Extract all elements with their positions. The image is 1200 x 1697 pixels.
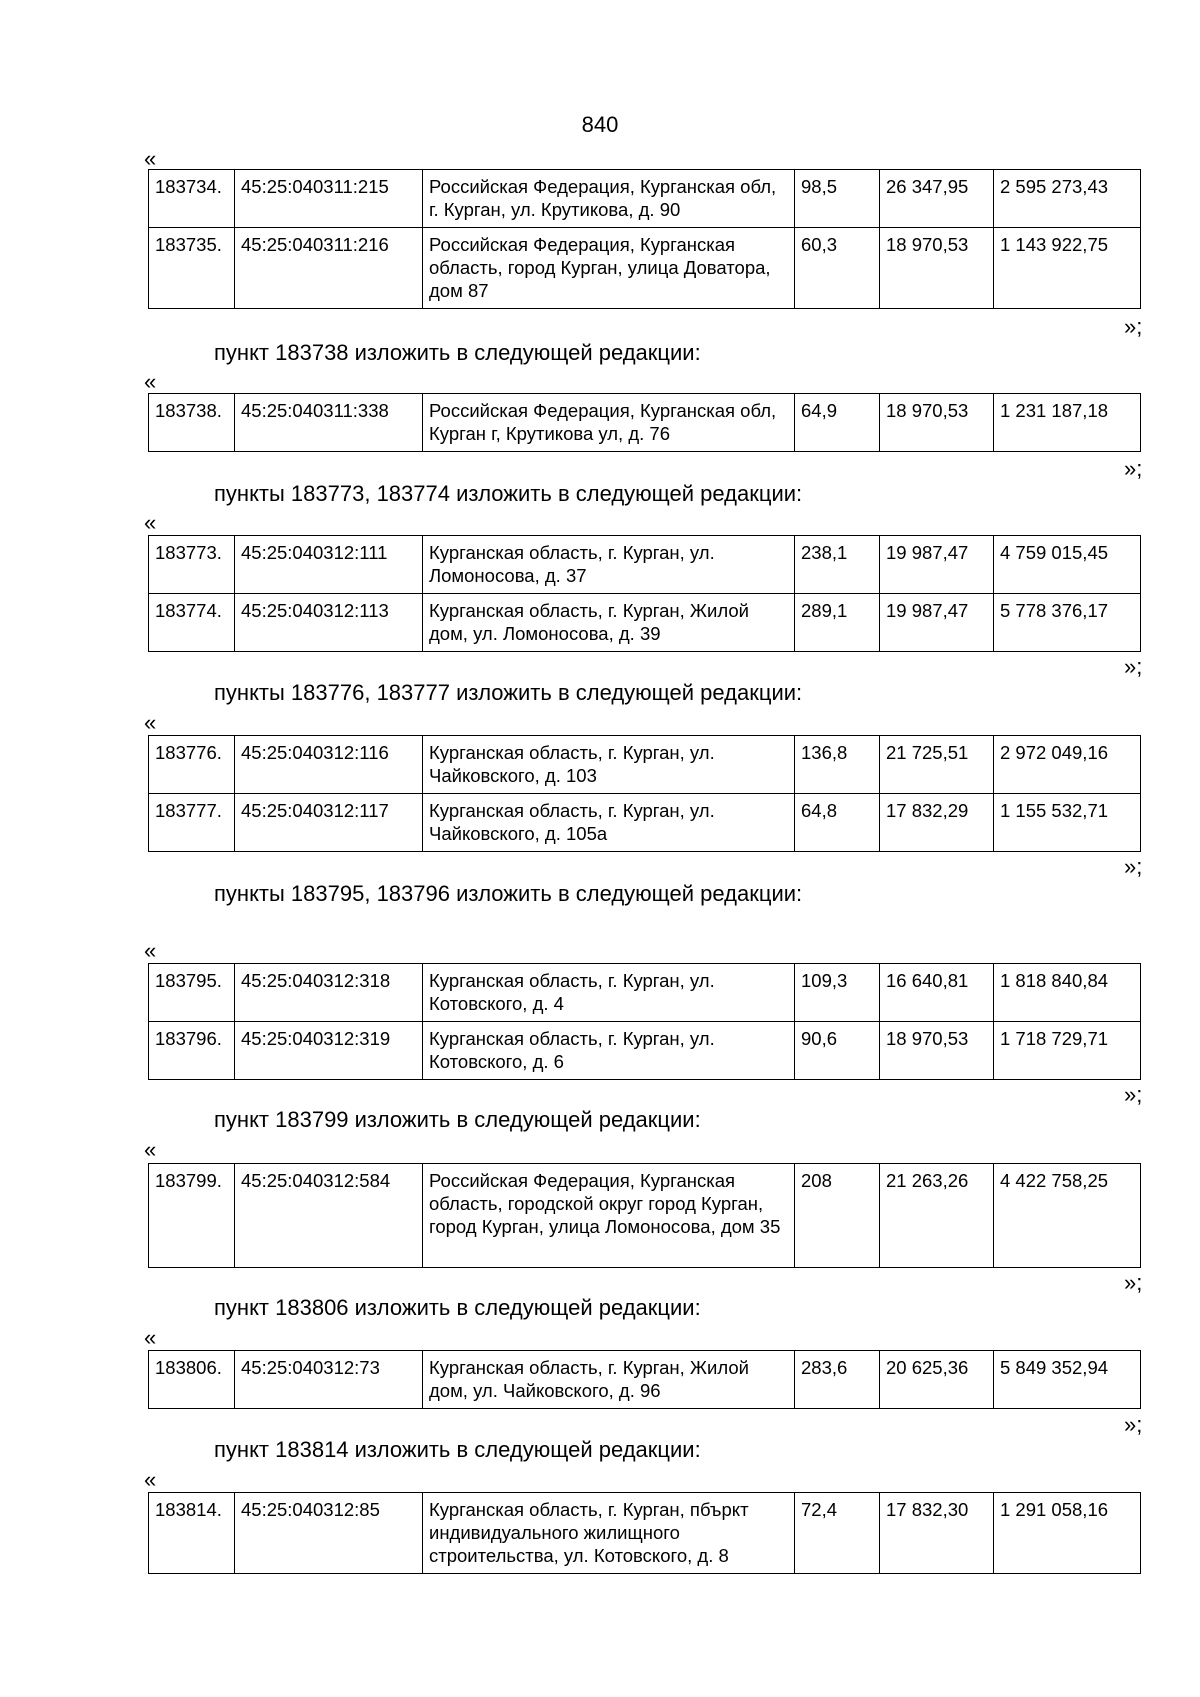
page-number: 840 bbox=[581, 112, 619, 137]
area: 238,1 bbox=[795, 536, 880, 594]
address: Российская Федерация, Курганская обл, г. Курган, ул. Крутикова, д. 90 bbox=[423, 170, 795, 228]
unit-rate: 17 832,30 bbox=[880, 1493, 994, 1574]
unit-rate: 19 987,47 bbox=[880, 594, 994, 652]
area: 283,6 bbox=[795, 1351, 880, 1409]
address: Российская Федерация, Курганская область, город Курган, улица Доватора, дом 87 bbox=[423, 228, 795, 309]
table-row bbox=[149, 228, 1141, 309]
cadastral-value: 5 849 352,94 bbox=[994, 1351, 1141, 1409]
table-row bbox=[149, 794, 1141, 852]
cadastral-number: 45:25:040312:111 bbox=[235, 536, 423, 594]
cadastral-number: 45:25:040311:338 bbox=[235, 394, 423, 452]
cadastral-number: 45:25:040312:117 bbox=[235, 794, 423, 852]
table-row bbox=[149, 170, 1141, 228]
amendment-instruction: пункты 183776, 183777 изложить в следующей редакции: bbox=[214, 680, 803, 705]
closing-quote: »; bbox=[1124, 1412, 1143, 1437]
item-number: 183796. bbox=[149, 1022, 235, 1080]
unit-rate: 26 347,95 bbox=[880, 170, 994, 228]
address: Курганская область, г. Курган, Жилой дом, ул. Ломоносова, д. 39 bbox=[423, 594, 795, 652]
opening-quote: « bbox=[144, 510, 157, 535]
address: Курганская область, г. Курган, ул. Котовского, д. 4 bbox=[423, 964, 795, 1022]
address: Курганская область, г. Курган, ул. Ломоносова, д. 37 bbox=[423, 536, 795, 594]
unit-rate: 21 725,51 bbox=[880, 736, 994, 794]
item-number: 183777. bbox=[149, 794, 235, 852]
amendment-instruction: пункты 183773, 183774 изложить в следующей редакции: bbox=[214, 481, 803, 506]
closing-quote: »; bbox=[1124, 1270, 1143, 1295]
table-row bbox=[149, 736, 1141, 794]
closing-quote: »; bbox=[1124, 654, 1143, 679]
unit-rate: 16 640,81 bbox=[880, 964, 994, 1022]
table-row bbox=[149, 1351, 1141, 1409]
item-number: 183773. bbox=[149, 536, 235, 594]
table-row bbox=[149, 964, 1141, 1022]
item-number: 183806. bbox=[149, 1351, 235, 1409]
cadastral-number: 45:25:040312:318 bbox=[235, 964, 423, 1022]
unit-rate: 18 970,53 bbox=[880, 228, 994, 309]
amendment-instruction: пункт 183799 изложить в следующей редакции: bbox=[214, 1107, 701, 1132]
unit-rate: 19 987,47 bbox=[880, 536, 994, 594]
address: Курганская область, г. Курган, ул. Котовского, д. 6 bbox=[423, 1022, 795, 1080]
cadastral-value: 5 778 376,17 bbox=[994, 594, 1141, 652]
area: 136,8 bbox=[795, 736, 880, 794]
property-table bbox=[148, 393, 1141, 452]
item-number: 183776. bbox=[149, 736, 235, 794]
address: Российская Федерация, Курганская обл, Курган г, Крутикова ул, д. 76 bbox=[423, 394, 795, 452]
amendment-instruction: пункт 183814 изложить в следующей редакции: bbox=[214, 1437, 701, 1462]
cadastral-number: 45:25:040311:215 bbox=[235, 170, 423, 228]
cadastral-value: 4 422 758,25 bbox=[994, 1164, 1141, 1268]
address: Российская Федерация, Курганская область, городской округ город Курган, город Курган, улица Ломоносова, дом 35 bbox=[423, 1164, 795, 1268]
item-number: 183734. bbox=[149, 170, 235, 228]
property-table bbox=[148, 735, 1141, 852]
cadastral-number: 45:25:040312:319 bbox=[235, 1022, 423, 1080]
table-row bbox=[149, 594, 1141, 652]
closing-quote: »; bbox=[1124, 456, 1143, 481]
closing-quote: »; bbox=[1124, 314, 1143, 339]
item-number: 183738. bbox=[149, 394, 235, 452]
cadastral-value: 1 291 058,16 bbox=[994, 1493, 1141, 1574]
table-row bbox=[149, 536, 1141, 594]
address: Курганская область, г. Курган, ул. Чайковского, д. 105а bbox=[423, 794, 795, 852]
opening-quote: « bbox=[144, 1467, 157, 1492]
cadastral-number: 45:25:040312:113 bbox=[235, 594, 423, 652]
property-table bbox=[148, 535, 1141, 652]
address: Курганская область, г. Курган, пбъркт индивидуального жилищного строительства, ул. Котовского, д. 8 bbox=[423, 1493, 795, 1574]
opening-quote: « bbox=[144, 710, 157, 735]
property-table bbox=[148, 1492, 1141, 1574]
area: 98,5 bbox=[795, 170, 880, 228]
area: 208 bbox=[795, 1164, 880, 1268]
item-number: 183735. bbox=[149, 228, 235, 309]
cadastral-value: 1 818 840,84 bbox=[994, 964, 1141, 1022]
opening-quote: « bbox=[144, 938, 157, 963]
area: 289,1 bbox=[795, 594, 880, 652]
address: Курганская область, г. Курган, ул. Чайковского, д. 103 bbox=[423, 736, 795, 794]
item-number: 183774. bbox=[149, 594, 235, 652]
item-number: 183814. bbox=[149, 1493, 235, 1574]
unit-rate: 21 263,26 bbox=[880, 1164, 994, 1268]
cadastral-number: 45:25:040312:116 bbox=[235, 736, 423, 794]
table-row bbox=[149, 1022, 1141, 1080]
area: 64,9 bbox=[795, 394, 880, 452]
opening-quote: « bbox=[144, 1137, 157, 1162]
cadastral-number: 45:25:040312:584 bbox=[235, 1164, 423, 1268]
cadastral-value: 1 155 532,71 bbox=[994, 794, 1141, 852]
cadastral-value: 2 595 273,43 bbox=[994, 170, 1141, 228]
cadastral-number: 45:25:040312:85 bbox=[235, 1493, 423, 1574]
table-row bbox=[149, 1164, 1141, 1268]
opening-quote: « bbox=[144, 1325, 157, 1350]
unit-rate: 18 970,53 bbox=[880, 394, 994, 452]
area: 72,4 bbox=[795, 1493, 880, 1574]
amendment-instruction: пункты 183795, 183796 изложить в следующей редакции: bbox=[214, 881, 803, 906]
address: Курганская область, г. Курган, Жилой дом, ул. Чайковского, д. 96 bbox=[423, 1351, 795, 1409]
cadastral-value: 2 972 049,16 bbox=[994, 736, 1141, 794]
property-table bbox=[148, 169, 1141, 309]
area: 60,3 bbox=[795, 228, 880, 309]
area: 90,6 bbox=[795, 1022, 880, 1080]
table-row bbox=[149, 394, 1141, 452]
unit-rate: 17 832,29 bbox=[880, 794, 994, 852]
amendment-instruction: пункт 183738 изложить в следующей редакции: bbox=[214, 340, 701, 365]
amendment-instruction: пункт 183806 изложить в следующей редакции: bbox=[214, 1295, 701, 1320]
area: 109,3 bbox=[795, 964, 880, 1022]
unit-rate: 18 970,53 bbox=[880, 1022, 994, 1080]
item-number: 183795. bbox=[149, 964, 235, 1022]
closing-quote: »; bbox=[1124, 1082, 1143, 1107]
table-row bbox=[149, 1493, 1141, 1574]
opening-quote: « bbox=[144, 369, 157, 394]
cadastral-number: 45:25:040312:73 bbox=[235, 1351, 423, 1409]
property-table bbox=[148, 1350, 1141, 1409]
property-table bbox=[148, 963, 1141, 1080]
cadastral-number: 45:25:040311:216 bbox=[235, 228, 423, 309]
opening-quote: « bbox=[144, 146, 157, 171]
area: 64,8 bbox=[795, 794, 880, 852]
item-number: 183799. bbox=[149, 1164, 235, 1268]
unit-rate: 20 625,36 bbox=[880, 1351, 994, 1409]
cadastral-value: 1 718 729,71 bbox=[994, 1022, 1141, 1080]
cadastral-value: 1 143 922,75 bbox=[994, 228, 1141, 309]
cadastral-value: 4 759 015,45 bbox=[994, 536, 1141, 594]
cadastral-value: 1 231 187,18 bbox=[994, 394, 1141, 452]
closing-quote: »; bbox=[1124, 854, 1143, 879]
property-table bbox=[148, 1163, 1141, 1268]
